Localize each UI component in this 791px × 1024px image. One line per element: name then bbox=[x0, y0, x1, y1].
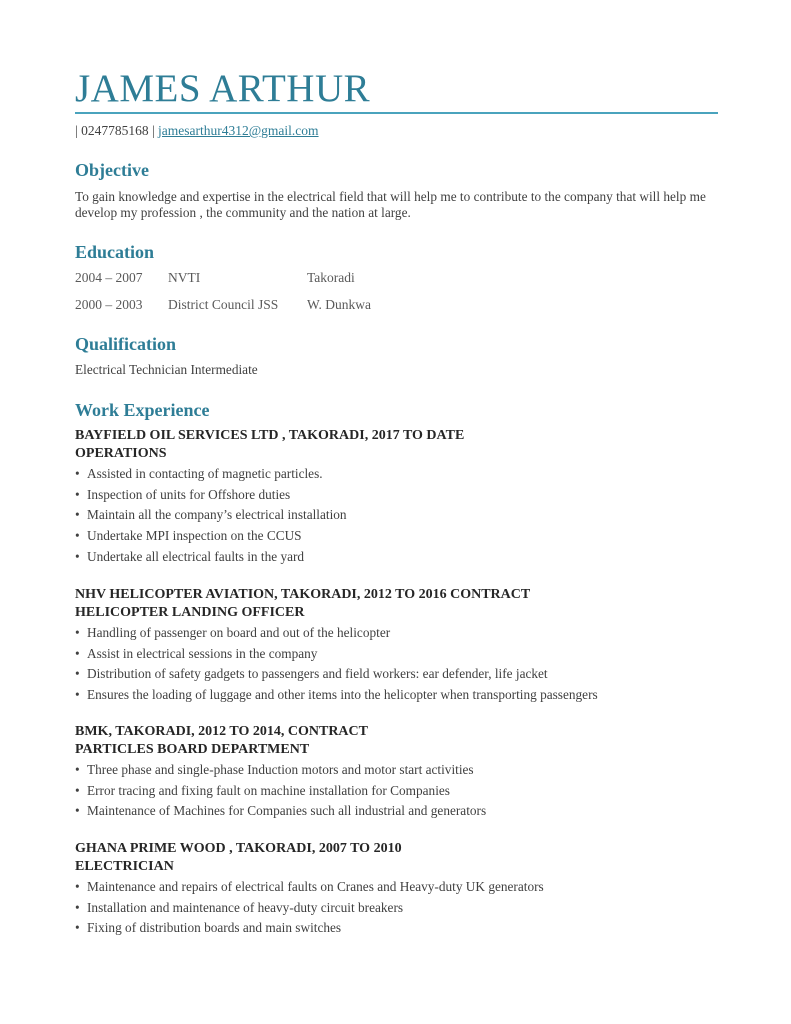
bullet-icon: • bbox=[75, 625, 80, 640]
job-bullet-list bbox=[75, 623, 598, 706]
bullet-icon: • bbox=[75, 666, 80, 682]
job-title: BAYFIELD OIL SERVICES LTD , TAKORADI, 2017 TO DATE bbox=[75, 428, 465, 443]
job-bullet-list bbox=[75, 464, 347, 567]
bullet-icon: • bbox=[75, 920, 80, 936]
bullet-icon: • bbox=[75, 466, 80, 481]
contact-line bbox=[75, 123, 319, 139]
bullet-icon: • bbox=[75, 782, 80, 798]
objective-heading: Objective bbox=[75, 160, 149, 180]
candidate-name: JAMES ARTHUR bbox=[75, 67, 371, 110]
bullet-icon: • bbox=[75, 687, 80, 703]
education-school: NVTI bbox=[168, 270, 201, 285]
bullet-icon: • bbox=[75, 486, 80, 502]
job-role: ELECTRICIAN bbox=[75, 859, 174, 874]
work-experience-heading: Work Experience bbox=[75, 400, 210, 420]
education-years: 2004 – 2007 bbox=[75, 270, 143, 285]
list-item: • Fixing of distribution boards and main switches bbox=[75, 918, 544, 939]
bullet-icon: • bbox=[75, 879, 80, 894]
list-item: • Installation and maintenance of heavy-duty circuit breakers bbox=[75, 898, 544, 919]
list-item: • Handling of passenger on board and out of the helicopter bbox=[75, 623, 598, 644]
list-item: • Undertake MPI inspection on the CCUS bbox=[75, 526, 347, 547]
bullet-icon: • bbox=[75, 803, 80, 819]
list-item: • Maintenance and repairs of electrical faults on Cranes and Heavy-duty UK generators bbox=[75, 877, 544, 898]
education-heading: Education bbox=[75, 242, 155, 262]
list-item: • Assisted in contacting of magnetic particles. bbox=[75, 464, 347, 485]
list-item: • Inspection of units for Offshore duties bbox=[75, 485, 347, 506]
education-school: District Council JSS bbox=[168, 297, 279, 312]
bullet-icon: • bbox=[75, 548, 80, 564]
list-item: • Maintenance of Machines for Companies such all industrial and generators bbox=[75, 801, 486, 822]
qualification-text: Electrical Technician Intermediate bbox=[75, 362, 258, 377]
bullet-icon: • bbox=[75, 507, 80, 523]
job-role: HELICOPTER LANDING OFFICER bbox=[75, 605, 305, 620]
education-place: W. Dunkwa bbox=[307, 297, 371, 312]
job-title: BMK, TAKORADI, 2012 TO 2014, CONTRACT bbox=[75, 724, 368, 739]
objective-text: To gain knowledge and expertise in the electrical field that will help me to contribute to the company that will help me develop my profession , the community and the nation at large. bbox=[75, 189, 706, 220]
job-role: PARTICLES BOARD DEPARTMENT bbox=[75, 742, 310, 757]
job-title: NHV HELICOPTER AVIATION, TAKORADI, 2012 TO 2016 CONTRACT bbox=[75, 587, 531, 602]
list-item: • Three phase and single-phase Induction motors and motor start activities bbox=[75, 760, 486, 781]
list-item: • Assist in electrical sessions in the company bbox=[75, 644, 598, 665]
job-title: GHANA PRIME WOOD , TAKORADI, 2007 TO 2010 bbox=[75, 841, 402, 856]
job-bullet-list bbox=[75, 760, 486, 822]
list-item: • Maintain all the company’s electrical installation bbox=[75, 505, 347, 526]
list-item: • Error tracing and fixing fault on machine installation for Companies bbox=[75, 781, 486, 802]
education-years: 2000 – 2003 bbox=[75, 297, 143, 312]
education-place: Takoradi bbox=[307, 270, 355, 285]
list-item: • Undertake all electrical faults in the yard bbox=[75, 547, 347, 568]
list-item: • Ensures the loading of luggage and other items into the helicopter when transporting passengers bbox=[75, 685, 598, 706]
list-item: • Distribution of safety gadgets to passengers and field workers: ear defender, life jacket bbox=[75, 664, 598, 685]
bullet-icon: • bbox=[75, 645, 80, 661]
bullet-icon: • bbox=[75, 899, 80, 915]
phone-text: | 0247785168 | bbox=[75, 123, 159, 138]
qualification-heading: Qualification bbox=[75, 334, 177, 354]
job-role: OPERATIONS bbox=[75, 446, 167, 461]
email-link[interactable]: jamesarthur4312@gmail.com bbox=[158, 123, 319, 138]
header-divider bbox=[75, 112, 718, 114]
job-bullet-list bbox=[75, 877, 544, 939]
bullet-icon: • bbox=[75, 528, 80, 544]
bullet-icon: • bbox=[75, 762, 80, 777]
